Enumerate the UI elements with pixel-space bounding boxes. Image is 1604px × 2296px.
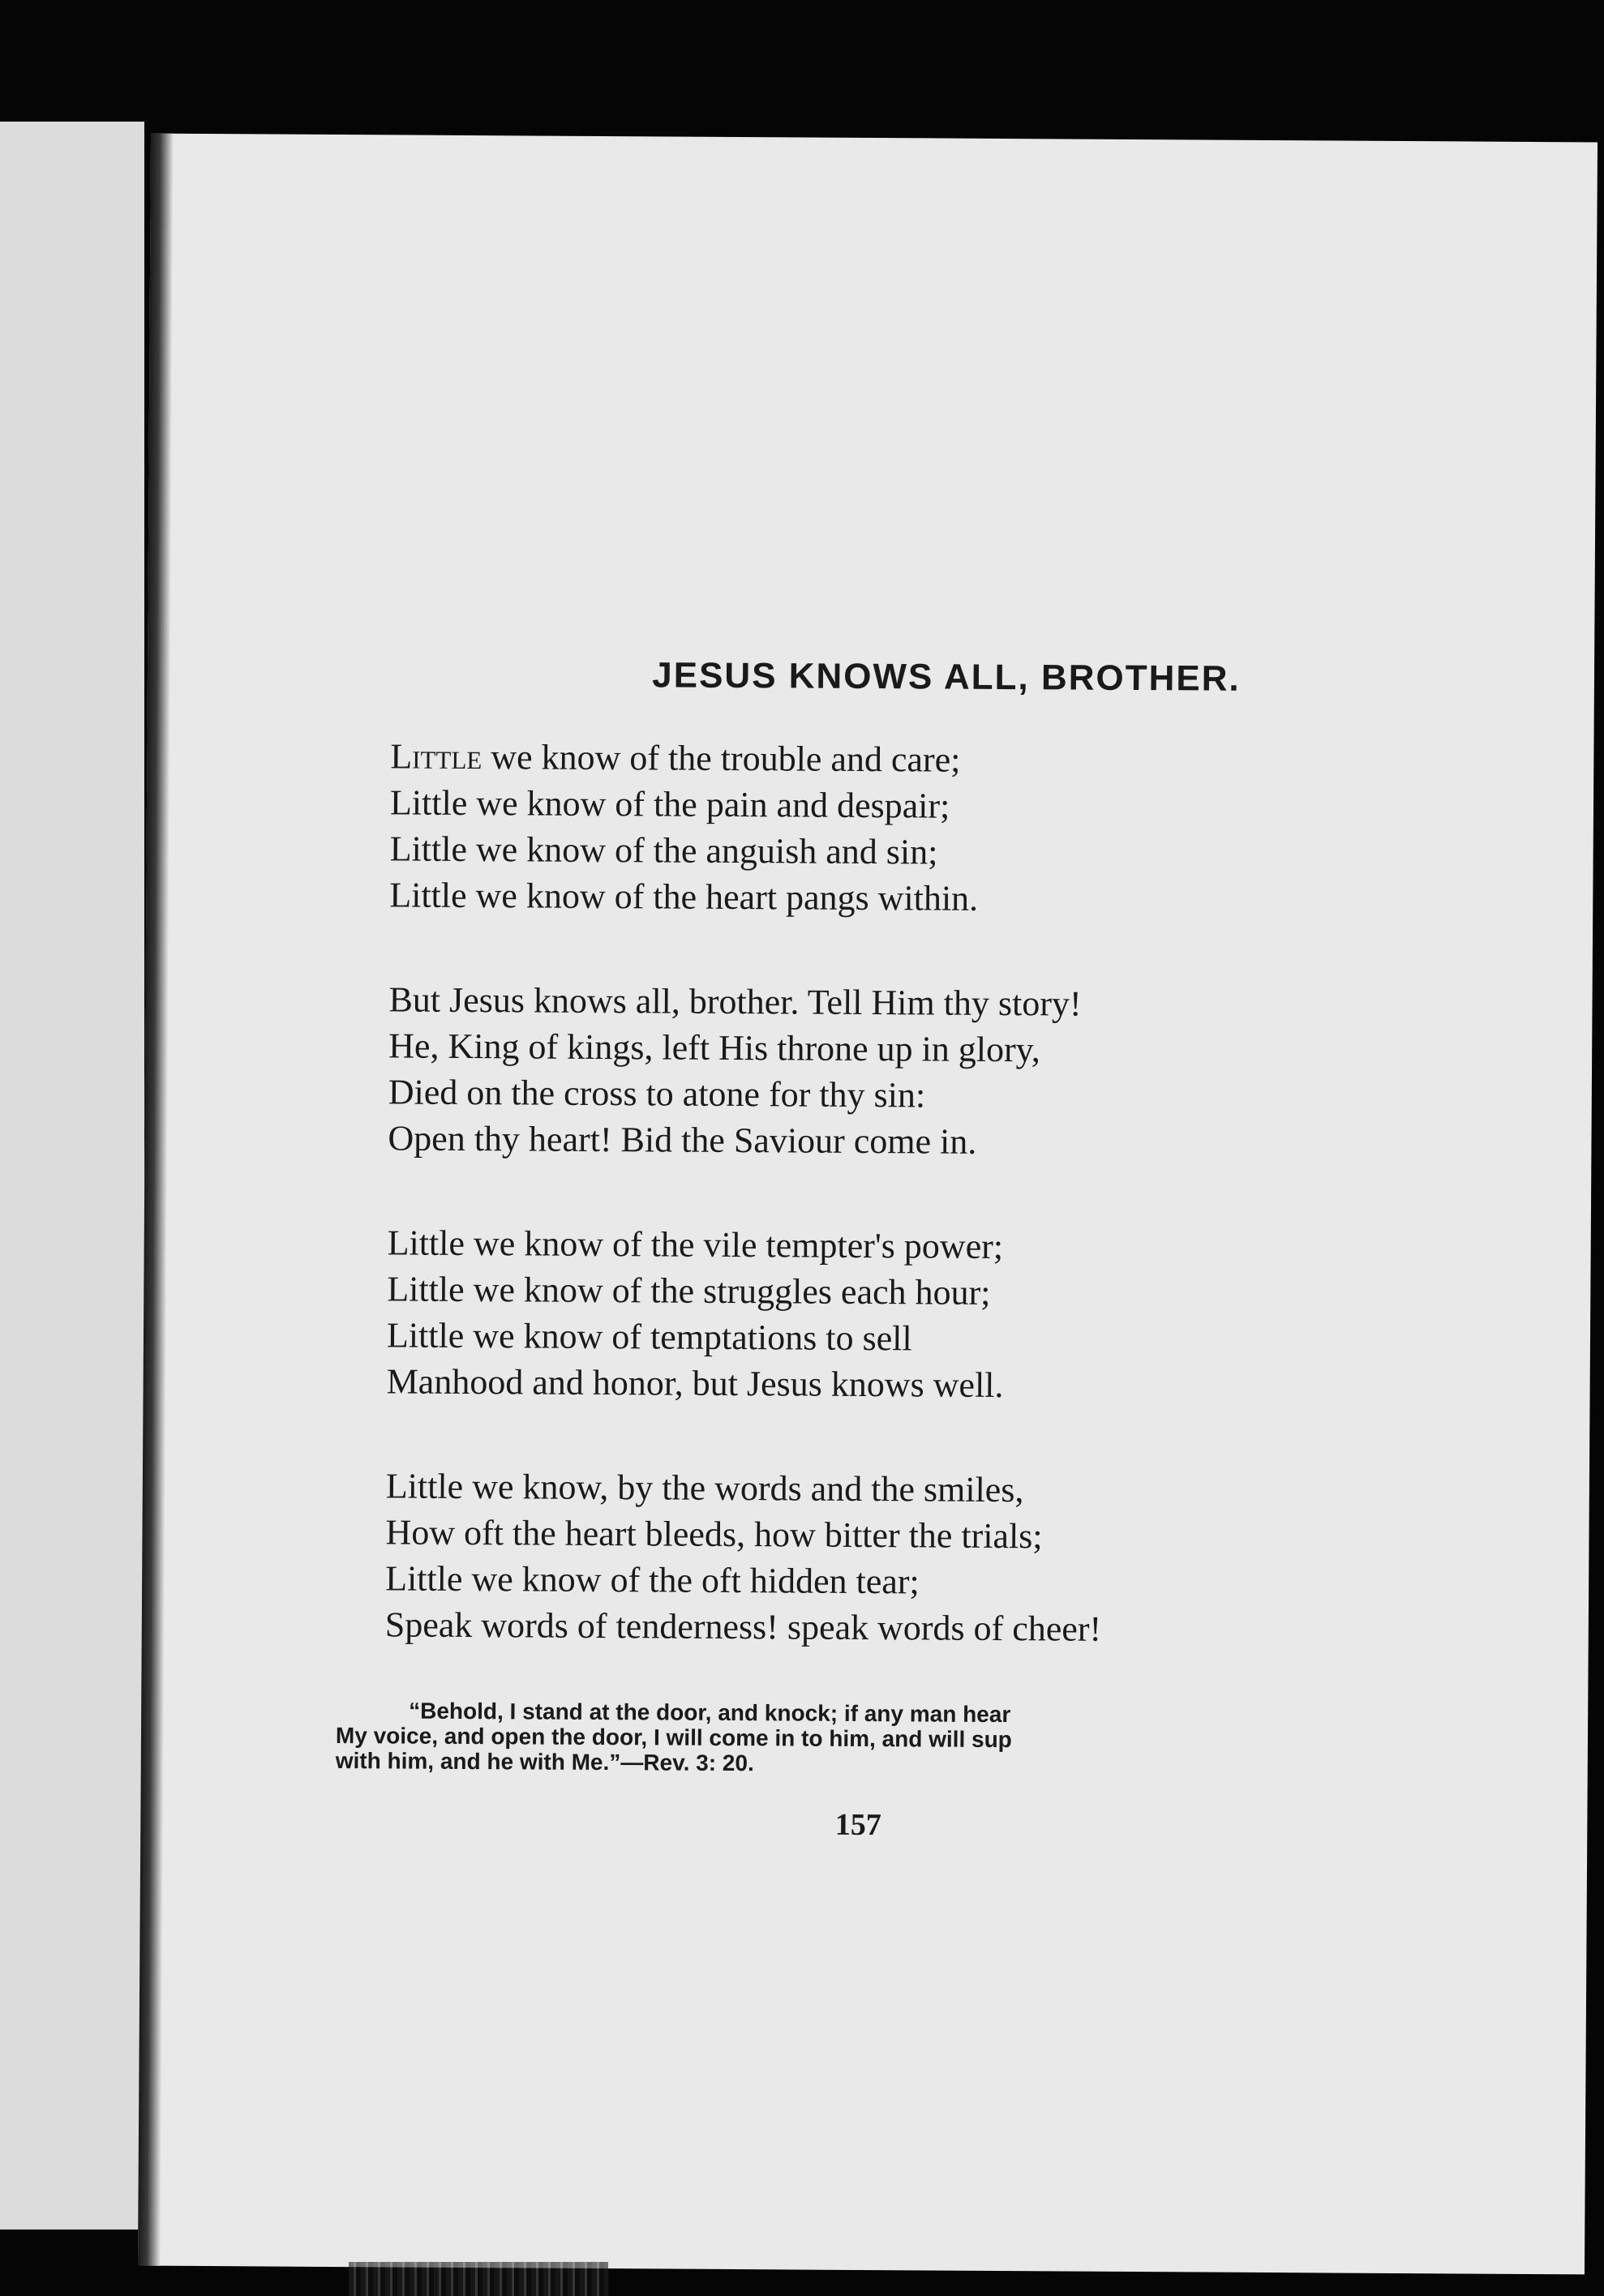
poem-line: Little we know of the anguish and sin; [389,829,938,872]
poem-line: Open thy heart! Bid the Saviour come in. [388,1118,977,1162]
poem-line: Little we know of the struggles each hour; [387,1269,991,1313]
poem-line: But Jesus knows all, brother. Tell Him thy story! [388,979,1082,1024]
poem-line: Little we know of the heart pangs within. [389,875,979,919]
stanza-3 [386,1219,1465,1411]
epigraph-line: My voice, and open the door, I will come in to him, and will sup [335,1723,1012,1753]
poem-content [335,653,1469,1846]
poem-line: He, King of kings, left His throne up in glory, [388,1026,1041,1070]
poem-line: Little we know of the vile tempter's power; [387,1223,1004,1267]
epigraph-line: “Behold, I stand at the door, and knock; if any man hear [409,1698,1011,1728]
epigraph-line: with him, and he with Me.”—Rev. 3: 20. [335,1748,754,1776]
drop-word: Little [390,736,482,777]
stanza-4 [385,1463,1465,1654]
page-number: 157 [834,1807,881,1843]
stanza-2 [388,976,1467,1167]
poem-line: Speak words of tenderness! speak words of cheer! [384,1604,1102,1649]
facing-page-edge [0,122,144,2230]
poem-line: How oft the heart bleeds, how bitter the trials; [385,1512,1043,1557]
scan-noise [349,2262,608,2296]
poem-line: Died on the cross to atone for thy sin: [388,1072,926,1116]
line-rest: we know of the trouble and care; [482,737,961,780]
poem-line: Little we know of the oft hidden tear; [385,1558,920,1602]
stanza-1 [389,733,1469,924]
poem-line [390,733,1469,786]
poem-line: Little we know, by the words and the smiles, [385,1466,1024,1510]
poem-line: Little we know of temptations to sell [386,1315,912,1359]
book-page [138,134,1598,2275]
scripture-epigraph [336,1698,1342,1780]
poem-line: Manhood and honor, but Jesus knows well. [386,1361,1004,1406]
poem-title: JESUS KNOWS ALL, BROTHER. [652,655,1241,699]
poem-line: Little we know of the pain and despair; [389,782,950,826]
